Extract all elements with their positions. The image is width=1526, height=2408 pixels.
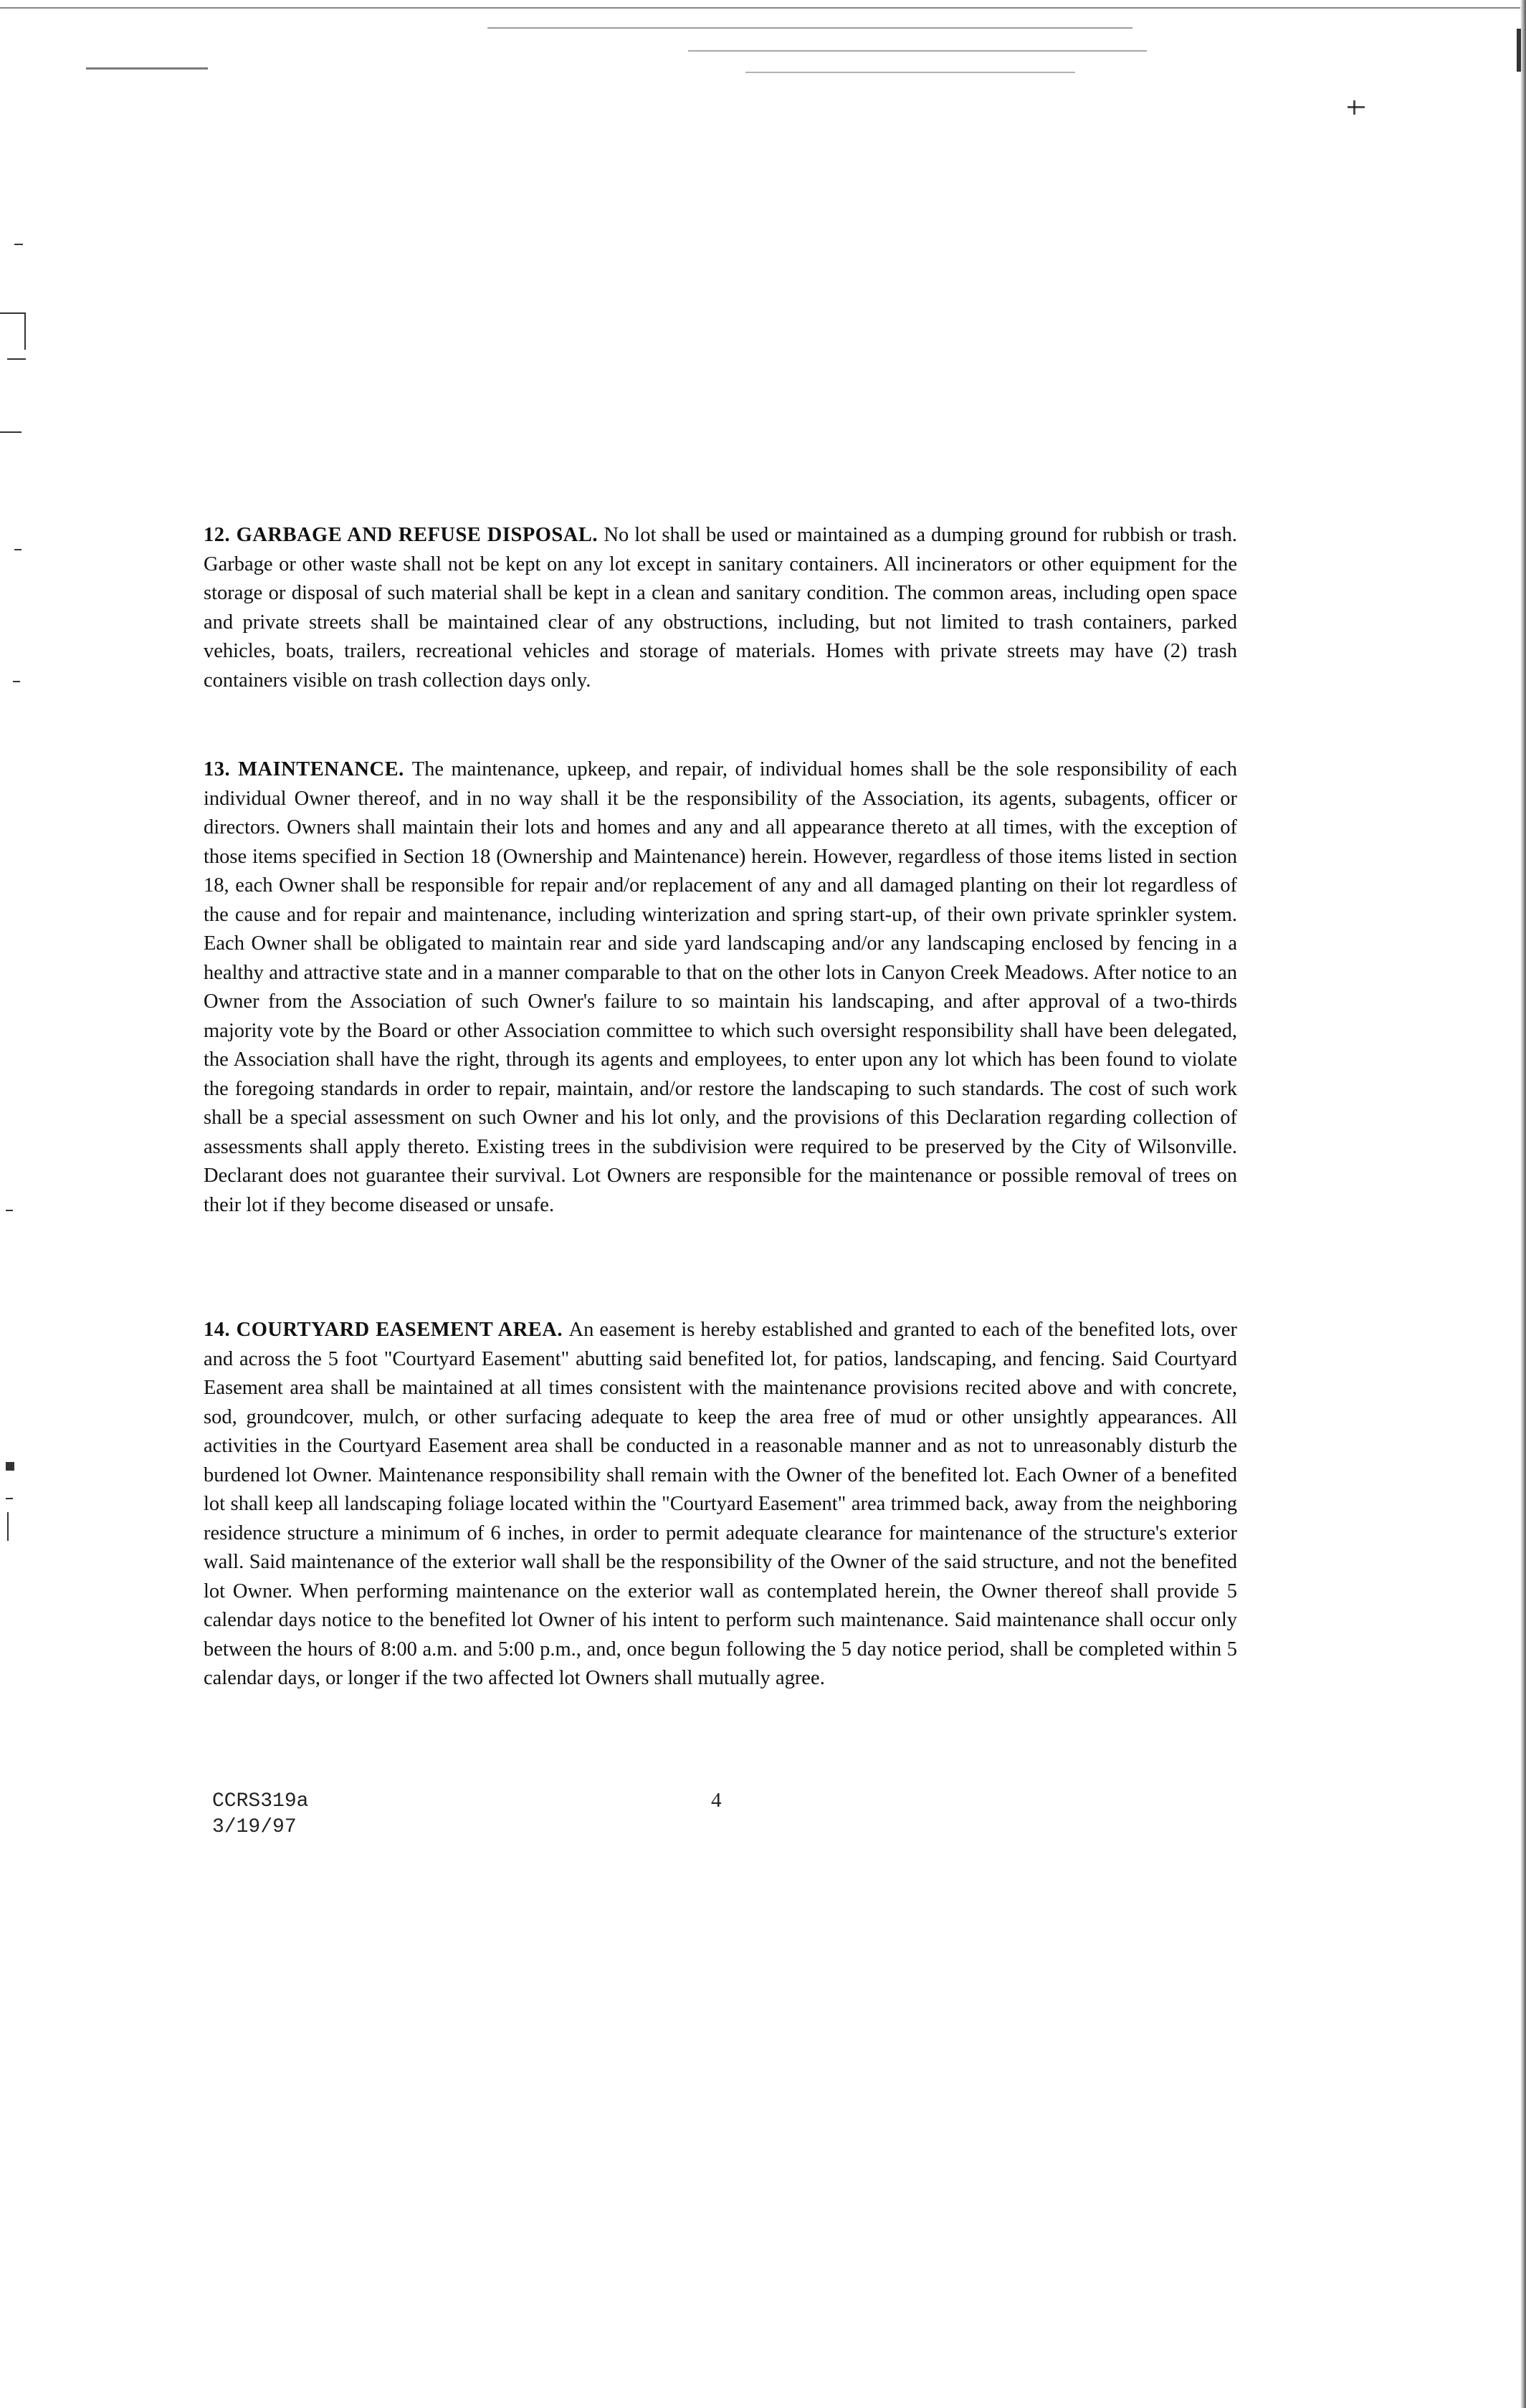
section-13-maintenance [204,755,1237,1220]
document-date: 3/19/97 [212,1816,297,1838]
scan-artifact-top-line-2 [487,27,1132,29]
document-code-footer [212,1789,308,1840]
scan-artifact-corner-mark [1348,106,1365,108]
left-edge-mark [14,244,23,245]
section-14-courtyard-easement [204,1316,1237,1693]
left-edge-mark [6,1210,13,1211]
section-13-heading: 13. MAINTENANCE. [204,758,412,780]
section-14-heading: 14. COURTYARD EASEMENT AREA. [204,1319,569,1341]
left-edge-mark [6,1498,13,1499]
page-number: 4 [711,1789,722,1812]
left-edge-mark [6,1462,14,1471]
scan-artifact-corner-mark-2 [1353,100,1355,115]
section-12-body: No lot shall be used or maintained as a dumping ground for rubbish or trash. Garbage or other waste shall not be kept on any lot except in sanitary containers. All incinerators or other equipment for the storage or disposal of such material shall be kept in a clean and sanitary condition. The common areas, including open space and private streets shall be maintained clear of any obstructions, including, but not limited to trash containers, parked vehicles, boats, trailers, recreational vehicles and storage of materials. Homes with private streets may have (2) trash containers visible on trash collection days only. [204,524,1237,692]
left-edge-mark [24,312,26,350]
right-edge-mark [1517,29,1521,72]
scan-artifact-top-line-3 [688,50,1147,52]
section-14-body: An easement is hereby established and granted to each of the benefited lots, over and across the 5 foot "Courtyard Easement" abutting said benefited lot, for patios, landscaping, and fencing. Said Courtyard Easement area shall be maintained at all times consistent with the maintenance provisions recited above and with concrete, sod, groundcover, mulch, or other surfacing adequate to keep the area free of mud or other unsightly appearances. All activities in the Courtyard Easement area shall be conducted in a reasonable manner and as not to unreasonably disturb the burdened lot Owner. Maintenance responsibility shall remain with the Owner of the benefited lot. Each Owner of a benefited lot shall keep all landscaping foliage located within the "Courtyard Easement" area trimmed back, away from the neighboring residence structure a minimum of 6 inches, in order to permit adequate clearance for maintenance of the structure's exterior wall. Said maintenance of the exterior wall shall be the responsibility of the Owner of the said structure, and not the benefited lot Owner. When performing maintenance on the exterior wall as contemplated herein, the Owner thereof shall provide 5 calendar days notice to the benefited lot Owner of his intent to perform such maintenance. Said maintenance shall occur only between the hours of 8:00 a.m. and 5:00 p.m., and, once begun following the 5 day notice period, shall be completed within 5 calendar days, or longer if the two affected lot Owners shall mutually agree. [204,1319,1238,1689]
left-edge-mark [0,312,26,314]
right-page-edge-shadow [1520,0,1526,2408]
section-12-heading: 12. GARBAGE AND REFUSE DISPOSAL. [204,524,604,546]
scan-artifact-top-line-5 [745,72,1075,73]
scan-artifact-top-line [0,7,1526,9]
section-12-garbage-disposal [204,521,1237,695]
left-edge-mark [7,1512,9,1541]
left-edge-mark [0,431,22,433]
scan-artifact-top-line-4 [86,67,208,70]
left-edge-mark [13,681,20,682]
document-code: CCRS319a [212,1790,309,1812]
left-edge-mark [14,549,22,550]
left-edge-mark [7,358,26,360]
section-13-body: The maintenance, upkeep, and repair, of individual homes shall be the sole responsibility of each individual Owner thereof, and in no way shall it be the responsibility of the Association, its agents, subagents, officer or directors. Owners shall maintain their lots and homes and any and all appearance thereto at all times, with the exception of those items specified in Section 18 (Ownership and Maintenance) herein. However, regardless of those items listed in section 18, each Owner shall be responsible for repair and/or replacement of any and all damaged planting on their lot regardless of the cause and for repair and maintenance, including winterization and spring start-up, of their own private sprinkler system. Each Owner shall be obligated to maintain rear and side yard landscaping and/or any landscaping enclosed by fencing in a healthy and attractive state and in a manner comparable to that on the other lots in Canyon Creek Meadows. After notice to an Owner from the Association of such Owner's failure to so maintain his landscaping, and after approval of a two-thirds majority vote by the Board or other Association committee to which such oversight responsibility shall have been delegated, the Association shall have the right, through its agents and employees, to enter upon any lot which has been found to violate the foregoing standards in order to repair, maintain, and/or restore the landscaping to such standards. The cost of such work shall be a special assessment on such Owner and his lot only, and the provisions of this Declaration regarding collection of assessments shall apply thereto. Existing trees in the subdivision were required to be preserved by the City of Wilsonville. Declarant does not guarantee their survival. Lot Owners are responsible for the maintenance or possible removal of trees on their lot if they become diseased or unsafe. [204,758,1237,1216]
